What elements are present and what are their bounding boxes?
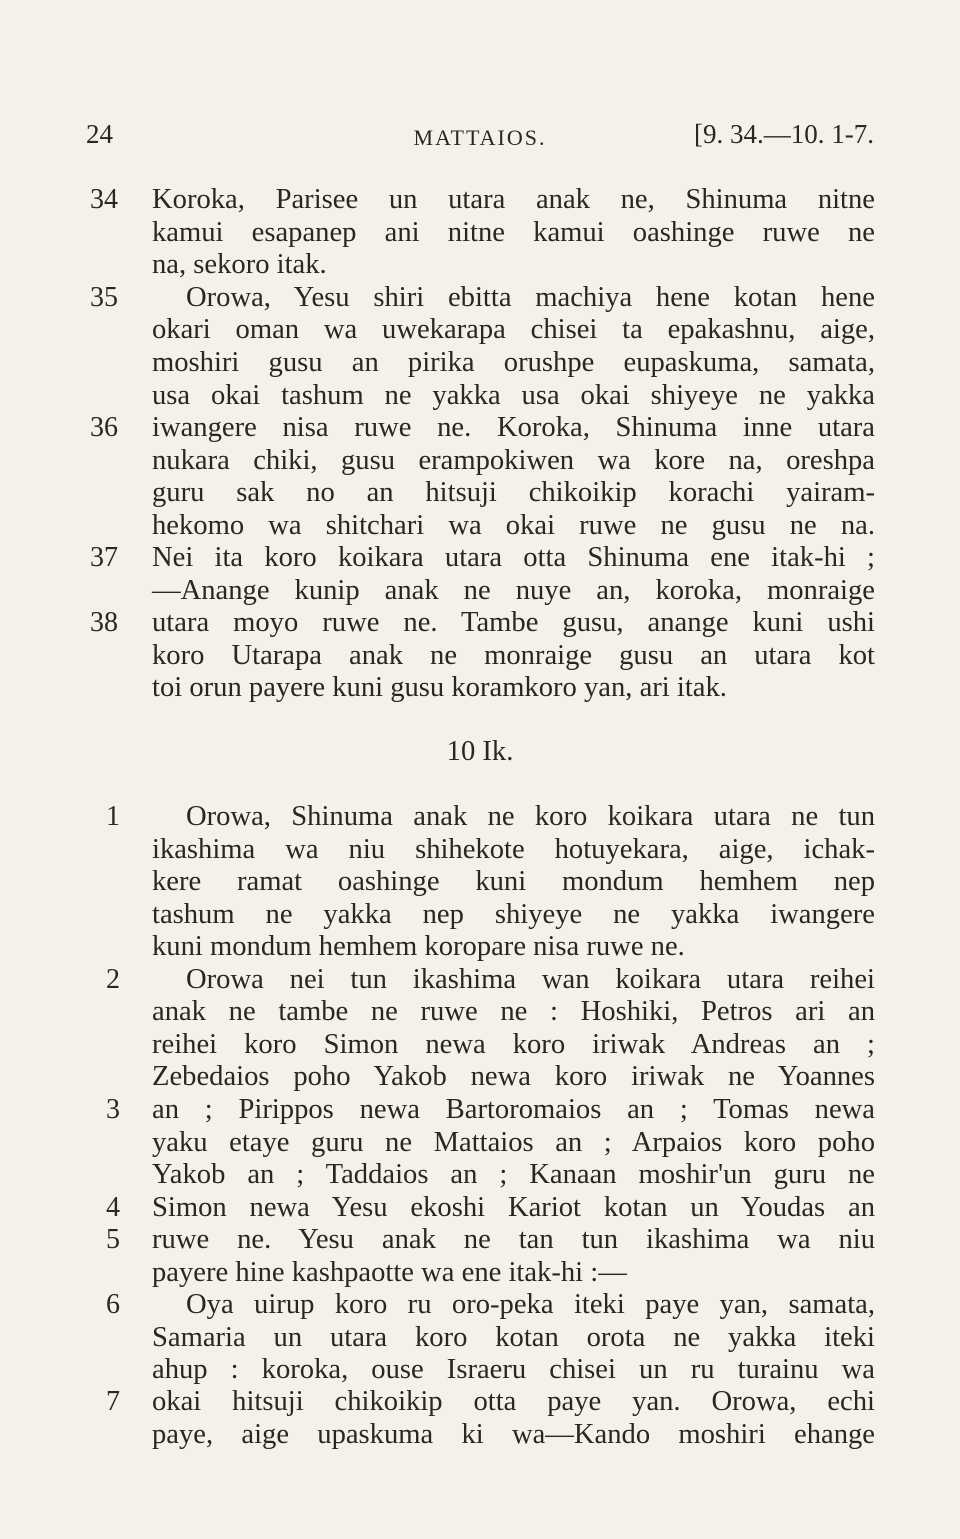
text-line: anak ne tambe ne ruwe ne : Hoshiki, Petros ari an [152,996,875,1027]
chapter-heading: 10 Ik. [446,736,514,767]
verse-number: 35 [90,282,118,313]
text-line: guru sak no an hitsuji chikoikip korachi yairam- [152,477,875,508]
text-line: okai hitsuji chikoikip otta paye yan. Orowa, echi [152,1386,875,1417]
text-line: ahup : koroka, ouse Israeru chisei un ru turainu wa [152,1354,875,1385]
page-number: 24 [86,119,113,149]
text-line: Nei ita koro koikara utara otta Shinuma ene itak-hi ; [152,542,875,573]
text-line: koro Utarapa anak ne monraige gusu an utara kot [152,640,875,671]
text-line: na, sekoro itak. [152,249,327,280]
running-title: MATTAIOS. [413,125,547,150]
verse-number: 5 [106,1224,120,1255]
text-line: Orowa, Shinuma anak ne koro koikara utara ne tun [186,801,875,832]
text-line: usa okai tashum ne yakka usa okai shiyeye ne yakka [152,380,875,411]
text-line: —Anange kunip anak ne nuye an, koroka, monraige [152,575,875,606]
verse-number: 1 [106,801,120,832]
text-line: Samaria un utara koro kotan orota ne yakka iteki [152,1322,875,1353]
text-line: Koroka, Parisee un utara anak ne, Shinuma nitne [152,184,875,215]
text-line: reihei koro Simon newa koro iriwak Andreas an ; [152,1029,875,1060]
verse-number: 7 [106,1386,120,1417]
verse-number: 38 [90,607,118,638]
verse-number: 36 [90,412,118,443]
text-line: okari oman wa uwekarapa chisei ta epakashnu, aige, [152,314,875,345]
text-line: Simon newa Yesu ekoshi Kariot kotan un Youdas an [152,1192,875,1223]
text-line: toi orun payere kuni gusu koramkoro yan, ari itak. [152,672,727,703]
verse-number: 4 [106,1192,120,1223]
text-line: iwangere nisa ruwe ne. Koroka, Shinuma inne utara [152,412,875,443]
text-line: Orowa nei tun ikashima wan koikara utara reihei [186,964,875,995]
text-line: an ; Pirippos newa Bartoromaios an ; Tomas newa [152,1094,875,1125]
text-line: Oya uirup koro ru oro-peka iteki paye yan, samata, [186,1289,875,1320]
text-line: Zebedaios poho Yakob newa koro iriwak ne Yoannes [152,1061,875,1092]
verse-number: 6 [106,1289,120,1320]
text-line: kamui esapanep ani nitne kamui oashinge ruwe ne [152,217,875,248]
verse-number: 34 [90,184,118,215]
text-line: moshiri gusu an pirika orushpe eupaskuma, samata, [152,347,875,378]
verse-range-reference: [9. 34.—10. 1-7. [694,119,874,149]
text-line: kere ramat oashinge kuni mondum hemhem nep [152,866,875,897]
text-line: paye, aige upaskuma ki wa—Kando moshiri ehange [152,1419,875,1450]
text-line: ikashima wa niu shihekote hotuyekara, aige, ichak- [152,834,875,865]
verse-number: 2 [106,964,120,995]
verse-number: 37 [90,542,118,573]
text-line: ruwe ne. Yesu anak ne tan tun ikashima wa niu [152,1224,875,1255]
text-line: utara moyo ruwe ne. Tambe gusu, anange kuni ushi [152,607,875,638]
verse-number: 3 [106,1094,120,1125]
text-line: nukara chiki, gusu erampokiwen wa kore na, oreshpa [152,445,875,476]
text-line: hekomo wa shitchari wa okai ruwe ne gusu ne na. [152,510,875,541]
text-line: Yakob an ; Taddaios an ; Kanaan moshir'un guru ne [152,1159,875,1190]
text-line: yaku etaye guru ne Mattaios an ; Arpaios koro poho [152,1127,875,1158]
text-line: payere hine kashpaotte wa ene itak-hi :— [152,1257,627,1288]
text-line: kuni mondum hemhem koropare nisa ruwe ne. [152,931,685,962]
text-line: tashum ne yakka nep shiyeye ne yakka iwangere [152,899,875,930]
text-line: Orowa, Yesu shiri ebitta machiya hene kotan hene [186,282,875,313]
